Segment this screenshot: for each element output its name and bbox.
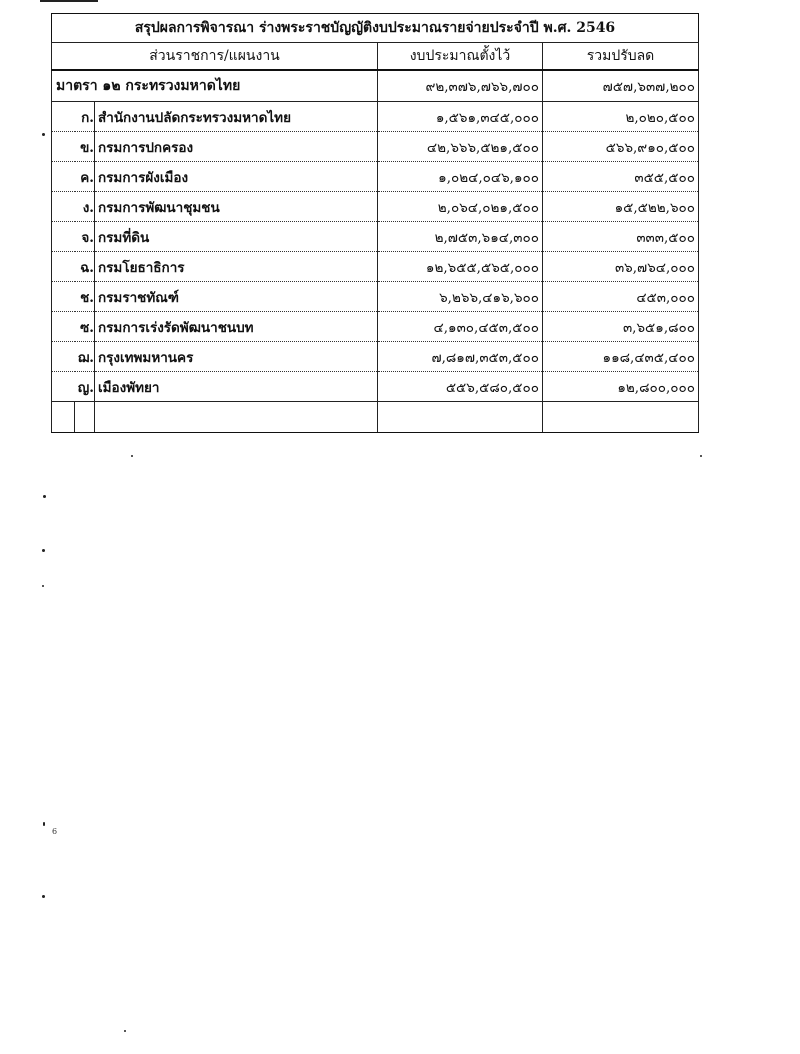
row-mark: ค.: [52, 162, 95, 192]
ministry-row: [52, 70, 699, 102]
row-department: กรุงเทพมหานคร: [95, 342, 378, 372]
empty-cell: [52, 402, 75, 433]
row-cut: ๒,๐๒๐,๕๐๐: [543, 102, 699, 132]
row-budget: ๕๕๖,๕๘๐,๕๐๐: [378, 372, 543, 402]
ministry-budget: ๙๒,๓๗๖,๗๖๖,๗๐๐: [378, 70, 543, 102]
row-cut: ๓๕๕,๕๐๐: [543, 162, 699, 192]
row-mark: ฌ.: [52, 342, 95, 372]
ministry-cut: ๗๕๗,๖๓๗,๒๐๐: [543, 70, 699, 102]
row-cut: ๓๖,๗๖๔,๐๐๐: [543, 252, 699, 282]
row-budget: ๑,๕๖๑,๓๔๕,๐๐๐: [378, 102, 543, 132]
row-budget: ๗,๘๑๗,๓๕๓,๕๐๐: [378, 342, 543, 372]
row-cut: ๕๖๖,๙๑๐,๕๐๐: [543, 132, 699, 162]
empty-cell: [543, 402, 699, 433]
table-row: [52, 102, 699, 132]
empty-cell: [95, 402, 378, 433]
top-edge-mark: [40, 0, 98, 2]
scan-speck-text: 6: [52, 827, 58, 836]
row-mark: ง.: [52, 192, 95, 222]
table-row: [52, 252, 699, 282]
row-mark: จ.: [52, 222, 95, 252]
empty-cell: [75, 402, 95, 433]
scan-speck: [131, 455, 133, 457]
table-row: [52, 372, 699, 402]
scan-speck: [42, 133, 45, 136]
row-department: กรมการปกครอง: [95, 132, 378, 162]
row-mark: ช.: [52, 282, 95, 312]
empty-cell: [378, 402, 543, 433]
row-department: กรมการเร่งรัดพัฒนาชนบท: [95, 312, 378, 342]
row-budget: ๒,๗๕๓,๖๑๔,๓๐๐: [378, 222, 543, 252]
row-department: กรมการผังเมือง: [95, 162, 378, 192]
ministry-name: มาตรา ๑๒ กระทรวงมหาดไทย: [52, 70, 378, 102]
table-row: [52, 132, 699, 162]
row-cut: ๑๑๘,๔๓๕,๔๐๐: [543, 342, 699, 372]
row-budget: ๒,๐๖๔,๐๒๑,๕๐๐: [378, 192, 543, 222]
row-cut: ๔๕๓,๐๐๐: [543, 282, 699, 312]
scan-speck: [124, 1030, 126, 1032]
row-mark: ญ.: [52, 372, 95, 402]
empty-row: [52, 402, 699, 433]
row-budget: ๖,๒๖๖,๔๑๖,๖๐๐: [378, 282, 543, 312]
row-budget: ๔,๑๓๐,๔๕๓,๕๐๐: [378, 312, 543, 342]
row-department: สำนักงานปลัดกระทรวงมหาดไทย: [95, 102, 378, 132]
table-row: [52, 342, 699, 372]
table-title: สรุปผลการพิจารณา ร่างพระราชบัญญัติงบประมาณรายจ่ายประจำปี พ.ศ. 2546: [52, 14, 699, 43]
scan-speck: [43, 495, 46, 498]
row-department: เมืองพัทยา: [95, 372, 378, 402]
row-mark: ก.: [52, 102, 95, 132]
scan-speck: [43, 822, 45, 826]
row-mark: ฉ.: [52, 252, 95, 282]
row-mark: ซ.: [52, 312, 95, 342]
scan-speck: [700, 455, 702, 457]
header-cut: รวมปรับลด: [543, 43, 699, 71]
row-cut: ๑๒,๘๐๐,๐๐๐: [543, 372, 699, 402]
row-budget: ๑๒,๖๕๕,๕๖๕,๐๐๐: [378, 252, 543, 282]
scan-speck: [42, 895, 45, 898]
table-row: [52, 162, 699, 192]
row-department: กรมโยธาธิการ: [95, 252, 378, 282]
row-budget: ๔๒,๖๖๖,๕๒๑,๕๐๐: [378, 132, 543, 162]
row-budget: ๑,๐๒๔,๐๔๖,๑๐๐: [378, 162, 543, 192]
table-row: [52, 282, 699, 312]
row-department: กรมที่ดิน: [95, 222, 378, 252]
row-department: กรมราชทัณฑ์: [95, 282, 378, 312]
row-cut: ๓๓๓,๕๐๐: [543, 222, 699, 252]
row-department: กรมการพัฒนาชุมชน: [95, 192, 378, 222]
header-unit: ส่วนราชการ/แผนงาน: [52, 43, 378, 71]
header-budget: งบประมาณตั้งไว้: [378, 43, 543, 71]
row-cut: ๓,๖๕๑,๘๐๐: [543, 312, 699, 342]
row-cut: ๑๕,๕๒๒,๖๐๐: [543, 192, 699, 222]
budget-summary-table: [51, 13, 699, 433]
row-mark: ข.: [52, 132, 95, 162]
table-row: [52, 312, 699, 342]
table-row: [52, 222, 699, 252]
scan-speck: [42, 549, 45, 552]
table-row: [52, 192, 699, 222]
scan-speck: [42, 585, 44, 587]
